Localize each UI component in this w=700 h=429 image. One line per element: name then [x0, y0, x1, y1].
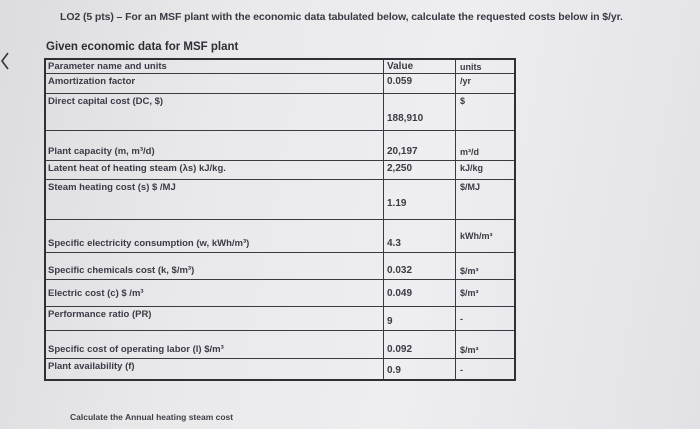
- economic-data-table: [44, 58, 516, 381]
- param-cell: Amortization factor: [46, 74, 384, 93]
- table-row: [46, 253, 514, 280]
- units-cell: m³/d: [460, 147, 479, 157]
- param-cell: Latent heat of heating steam (λs) kJ/kg.: [46, 161, 384, 179]
- param-cell: Plant availability (f): [46, 359, 384, 381]
- table-header-row: [46, 60, 514, 74]
- table-row: [46, 161, 514, 180]
- value-cell: 0.059: [384, 74, 456, 93]
- value-cell: 4.3: [384, 220, 456, 252]
- units-cell: kJ/kg: [460, 163, 484, 173]
- value-cell: 20,197: [384, 131, 456, 160]
- param-cell: Electric cost (c) $ /m³: [46, 280, 384, 306]
- value-cell: 9: [384, 307, 456, 330]
- units-cell: $/m³: [460, 345, 479, 355]
- table-row: [46, 280, 514, 307]
- units-cell: -: [460, 365, 463, 375]
- question-text: LO2 (5 pts) – For an MSF plant with the economic data tabulated below, calculate the requested costs below in $/yr.: [60, 11, 623, 23]
- value-cell: 2,250: [384, 161, 456, 179]
- param-cell: Steam heating cost (s) $ /MJ: [46, 180, 384, 219]
- units-cell: -: [460, 313, 463, 324]
- header-units: units: [460, 61, 482, 72]
- units-cell: $/m³: [460, 266, 479, 276]
- table-row: [46, 180, 514, 220]
- header-value: Value: [384, 60, 456, 73]
- param-cell: Specific cost of operating labor (l) $/m³: [46, 331, 384, 358]
- margin-arrow-icon: [0, 52, 10, 70]
- table-row: [46, 331, 514, 359]
- value-cell: 0.092: [384, 331, 456, 358]
- units-cell: $/MJ: [460, 182, 481, 192]
- table-row: [46, 74, 514, 94]
- units-cell: $: [460, 96, 466, 106]
- table-row: [46, 131, 514, 161]
- table-row: [46, 307, 514, 331]
- table-row: [46, 359, 514, 381]
- table-row: [46, 220, 514, 253]
- table-title: Given economic data for MSF plant: [46, 41, 239, 53]
- param-cell: Plant capacity (m, m³/d): [46, 131, 384, 160]
- param-cell: Direct capital cost (DC, $): [46, 94, 384, 130]
- value-cell: 188,910: [384, 94, 456, 130]
- instruction-text: Calculate the Annual heating steam cost: [70, 412, 234, 422]
- table-row: [46, 94, 514, 131]
- param-cell: Specific chemicals cost (k, $/m³): [46, 253, 384, 279]
- value-cell: 1.19: [384, 180, 456, 219]
- param-cell: Specific electricity consumption (w, kWh/m³): [46, 220, 384, 252]
- value-cell: 0.049: [384, 280, 456, 306]
- header-param: Parameter name and units: [46, 60, 384, 73]
- param-cell: Performance ratio (PR): [46, 307, 384, 330]
- value-cell: 0.032: [384, 253, 456, 279]
- units-cell: /yr: [460, 76, 472, 86]
- units-cell: kWh/m³: [460, 231, 493, 241]
- value-cell: 0.9: [384, 359, 456, 381]
- units-cell: $/m³: [460, 288, 479, 298]
